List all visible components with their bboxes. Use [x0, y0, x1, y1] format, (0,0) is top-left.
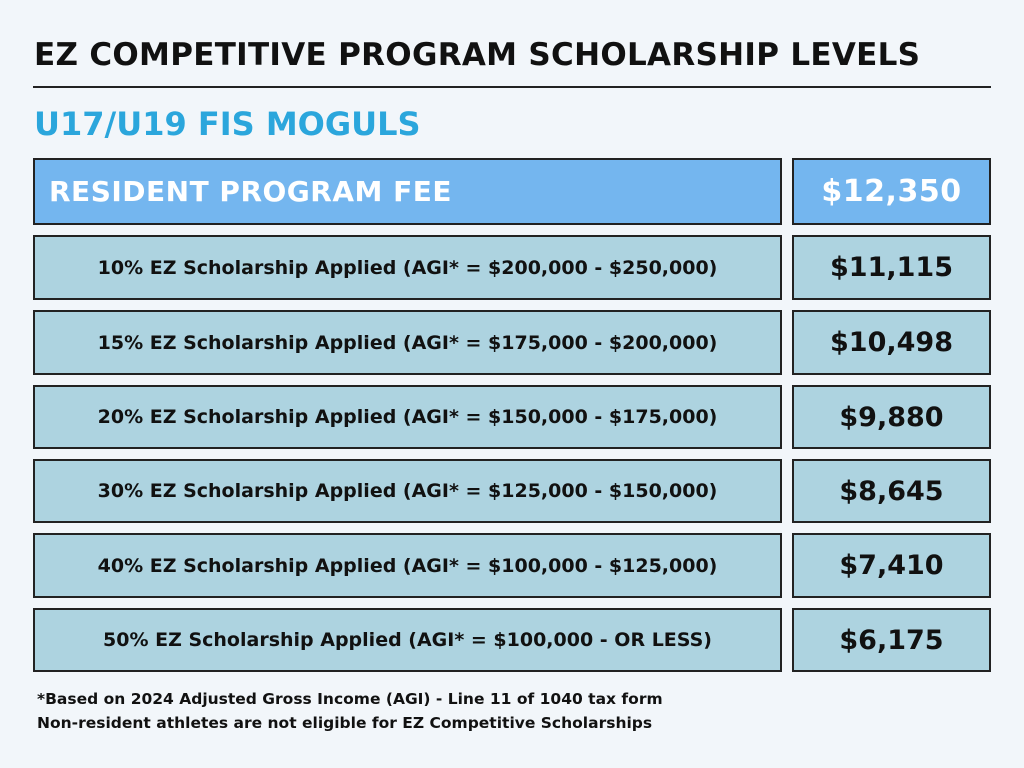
scholarship-tier-price: $11,115 [792, 235, 991, 300]
scholarship-tier-row [33, 459, 991, 523]
scholarship-tier-price: $9,880 [792, 385, 991, 449]
scholarship-tier-row [33, 608, 991, 672]
scholarship-tier-price: $8,645 [792, 459, 991, 523]
scholarship-tier-label: 40% EZ Scholarship Applied (AGI* = $100,000 - $125,000) [33, 533, 782, 598]
footnotes [37, 687, 663, 735]
scholarship-tier-price: $7,410 [792, 533, 991, 598]
resident-fee-label: RESIDENT PROGRAM FEE [33, 158, 782, 225]
program-subtitle: U17/U19 FIS MOGULS [34, 105, 421, 143]
scholarship-tier-label: 50% EZ Scholarship Applied (AGI* = $100,000 - OR LESS) [33, 608, 782, 672]
scholarship-tier-label: 20% EZ Scholarship Applied (AGI* = $150,000 - $175,000) [33, 385, 782, 449]
scholarship-tier-row [33, 385, 991, 449]
agi-footnote: *Based on 2024 Adjusted Gross Income (AGI) - Line 11 of 1040 tax form [37, 690, 663, 708]
scholarship-tier-price: $10,498 [792, 310, 991, 375]
scholarship-tier-label: 10% EZ Scholarship Applied (AGI* = $200,000 - $250,000) [33, 235, 782, 300]
scholarship-tier-price: $6,175 [792, 608, 991, 672]
scholarship-tier-row [33, 235, 991, 300]
page-title: EZ COMPETITIVE PROGRAM SCHOLARSHIP LEVELS [34, 37, 921, 73]
resident-fee-value: $12,350 [792, 158, 991, 225]
resident-fee-row [33, 158, 991, 225]
title-divider [33, 86, 991, 88]
scholarship-tier-row [33, 310, 991, 375]
scholarship-tier-row [33, 533, 991, 598]
scholarship-tier-label: 15% EZ Scholarship Applied (AGI* = $175,000 - $200,000) [33, 310, 782, 375]
scholarship-tier-label: 30% EZ Scholarship Applied (AGI* = $125,000 - $150,000) [33, 459, 782, 523]
eligibility-footnote: Non-resident athletes are not eligible for EZ Competitive Scholarships [37, 714, 653, 732]
